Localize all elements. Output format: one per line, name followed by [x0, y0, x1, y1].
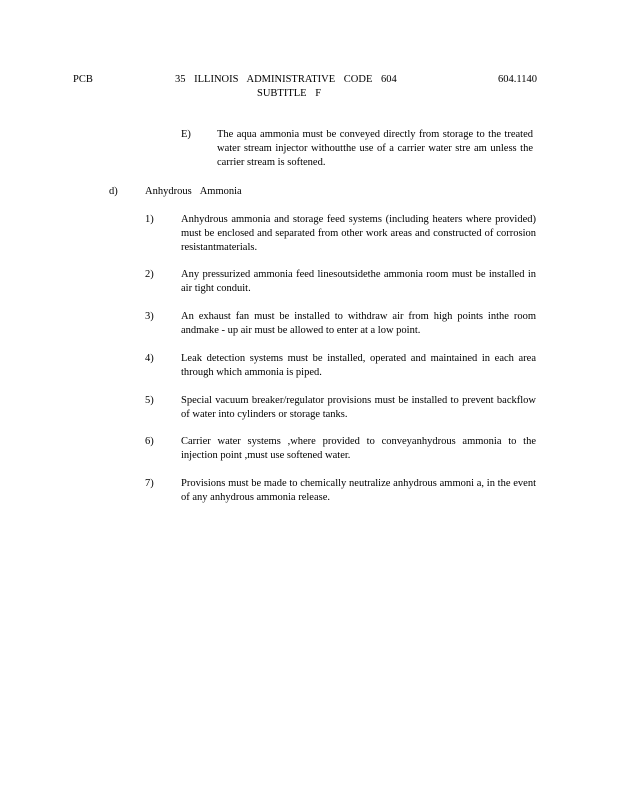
item-1-text: Anhydrous ammonia and storage feed systems (including heaters where provided) must be enclosed and separated from other work areas and constructed of corrosion resistantmaterials. [181, 214, 536, 253]
subsection-d-title: Anhydrous Ammonia [145, 186, 242, 197]
item-6-text: Carrier water systems ,where provided to conveyanhydrous ammonia to the injection point ,must use softened water. [181, 436, 536, 461]
header-section-number: 604.1140 [498, 74, 537, 85]
item-3-text: An exhaust fan must be installed to withdraw air from high points inthe room andmake - up air must be allowed to enter at a low point. [181, 311, 536, 336]
item-6-marker: 6) [145, 436, 154, 447]
item-1-marker: 1) [145, 214, 154, 225]
header-subtitle: SUBTITLE F [257, 88, 322, 99]
item-2-marker: 2) [145, 269, 154, 280]
header-code-title: 35 ILLINOIS ADMINISTRATIVE CODE 604 [175, 74, 397, 85]
header-agency: PCB [73, 74, 93, 85]
item-4-text: Leak detection systems must be installed, operated and maintained in each area through which ammonia is piped. [181, 353, 536, 378]
item-4-marker: 4) [145, 353, 154, 364]
item-5-marker: 5) [145, 395, 154, 406]
item-2-text: Any pressurized ammonia feed linesoutsidethe ammonia room must be installed in air tight conduit. [181, 269, 536, 294]
item-7-text: Provisions must be made to chemically neutralize anhydrous ammoni a, in the event of any anhydrous ammonia release. [181, 478, 536, 503]
item-5-text: Special vacuum breaker/regulator provisions must be installed to prevent backflow of water into cylinders or storage tanks. [181, 395, 536, 420]
subsection-e-text: The aqua ammonia must be conveyed directly from storage to the treated water stream injector withoutthe use of a carrier water stre am unless the carrier stream is softened. [217, 129, 533, 168]
item-3-marker: 3) [145, 311, 154, 322]
item-7-marker: 7) [145, 478, 154, 489]
subsection-e-marker: E) [181, 129, 191, 140]
subsection-d-marker: d) [109, 186, 118, 197]
